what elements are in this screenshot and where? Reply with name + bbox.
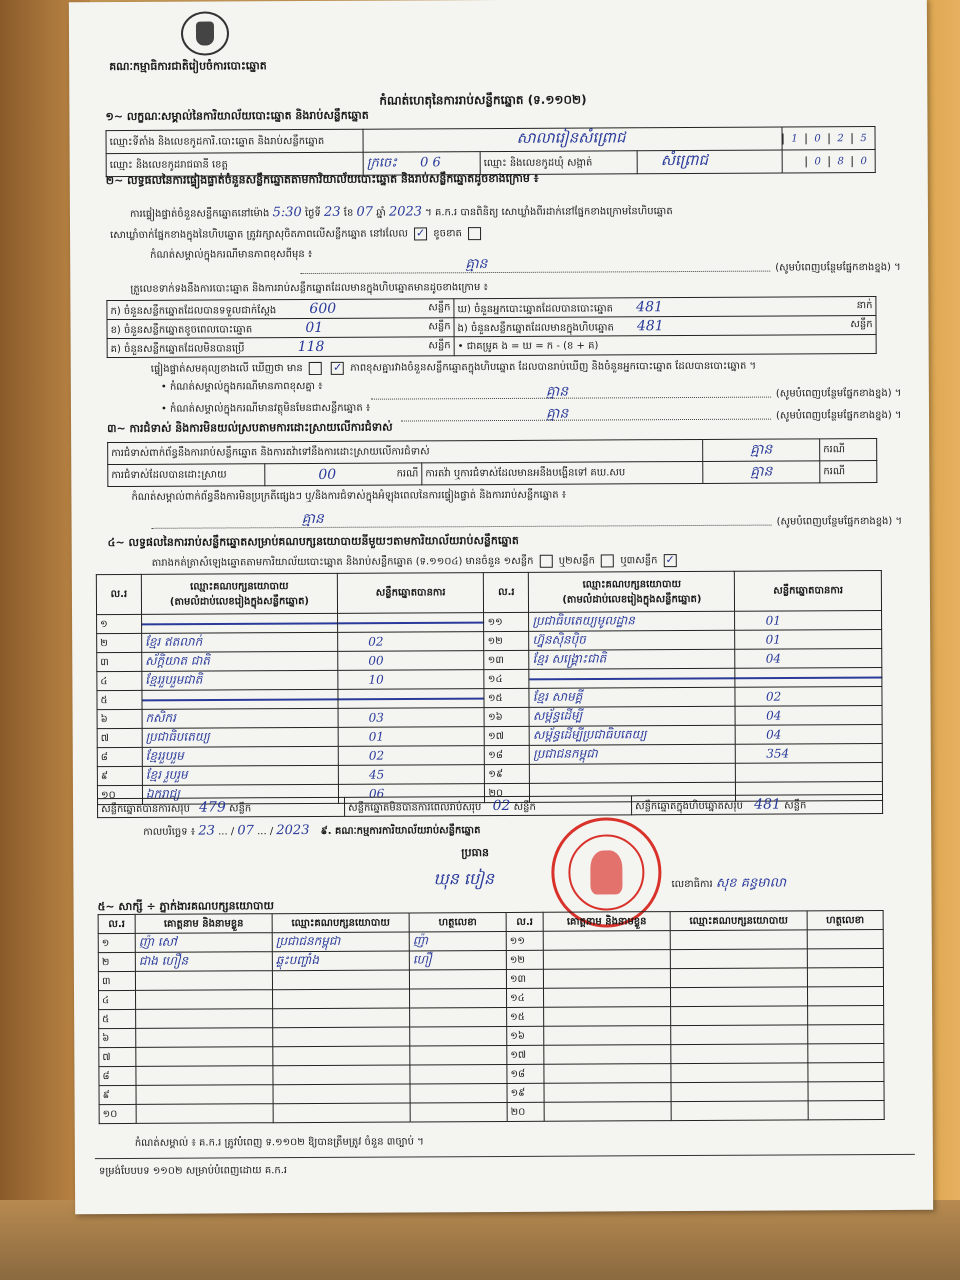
row-no: ១៨: [485, 745, 530, 764]
party-votes: 02: [338, 746, 485, 766]
objection-row1-unit: ករណី: [820, 439, 877, 461]
section5-title: ៥~ សាក្សី ÷ ភ្នាក់ងារគណបក្សនយោបាយ: [97, 899, 275, 914]
count-in-box: ង) ចំនួនសន្លឹកឆ្នោតដែលមានក្នុងហិបឆ្នោត 481 សន្លឹក: [454, 316, 876, 337]
witness-signature: [410, 1064, 507, 1084]
witness-signature: [807, 987, 883, 1006]
section3-title: ៣~ ការជំទាស់ និងការមិនយល់ស្របតាមការដោះស្រាយលើការជំទាស់: [107, 420, 393, 436]
row-no: ៣: [97, 652, 142, 671]
row-no: ២០: [485, 783, 530, 802]
check-has-checkbox[interactable]: [309, 361, 322, 374]
note2-value: គ្មាន: [545, 383, 569, 400]
signoff-date: កាលបរិច្ឆេទ ៖ 23 ... / 07 ... / 2023 ៩. គណៈកម្មការការិយាល័យរាប់សន្លឹកឆ្នោត: [143, 823, 481, 839]
form-sheet: [69, 0, 933, 1214]
party-name: ខ្មែររួបរួម: [142, 746, 338, 766]
objection-row2b-value: គ្មាន: [703, 461, 820, 484]
party-name: កសិករ: [142, 708, 338, 728]
row-no: ១៤: [484, 669, 529, 688]
section3-note-label: កំណត់សម្គាល់ពាក់ព័ន្ធនឹងការមិនប្រក្រតីផ្សេងៗ ឬ/និងការជំទាស់ក្នុងអំឡុងពេលនៃការផ្ទៀងផ្ទាត់ និងការរាប់សន្លឹកឆ្នោត ៖: [131, 489, 567, 503]
row-no: ១៦: [485, 707, 530, 726]
witness-signature: [409, 969, 506, 989]
row-no: ១១: [484, 612, 529, 631]
total-box: សន្លឹកឆ្នោតក្នុងហិបឆ្នោតសរុប 481 សន្លឹក: [631, 795, 882, 815]
witness-name: [136, 990, 273, 1010]
witness-name: [544, 988, 671, 1008]
party-name: ប្រជាធិបតេយ្យ: [142, 727, 338, 747]
check-difference-checkbox[interactable]: ✓: [332, 360, 343, 374]
witness-no: ១៣: [506, 969, 543, 988]
col-votes-right: សន្លឹកឆ្នោតបានការ: [735, 571, 882, 612]
witness-no: ១០: [99, 1104, 136, 1123]
province-value: ក្រចេះ 0 6: [363, 152, 480, 176]
witness-no: ១៤: [507, 988, 544, 1007]
witness-no: ១: [98, 933, 135, 952]
witness-no: ១៦: [507, 1026, 544, 1045]
witness-no: ៣: [98, 971, 135, 990]
party-name: សម្ព័ន្ធដើម្បីប្រជាធិបតេយ្យ: [529, 725, 735, 745]
witness-name: [136, 1047, 273, 1067]
witness-name: [136, 1028, 273, 1048]
witness-party: [273, 1084, 410, 1104]
party-name: ប្រជាធិបតេយ្យមូលដ្ឋាន: [529, 611, 735, 631]
witness-party: [670, 930, 807, 950]
witness-name: [136, 1066, 273, 1086]
witness-no: ១៥: [507, 1007, 544, 1026]
party-votes: [735, 668, 882, 688]
party-votes: [338, 613, 485, 633]
witness-name: [543, 969, 670, 989]
w-col-party-left: ឈ្មោះគណបក្សនយោបាយ: [272, 913, 409, 933]
witness-party: [670, 968, 807, 988]
section3-note-value: គ្មាន: [301, 510, 324, 528]
party-name: ខ្មែរ រួបរួម: [142, 765, 338, 785]
witness-party: [671, 1044, 808, 1064]
witness-signature: ហឿ: [409, 950, 506, 970]
w-col-sign-right: ហត្ថលេខា: [807, 911, 883, 930]
witness-signature: [808, 1063, 884, 1082]
seal-line: សោឃ្លាំចាក់ផ្នែកខាងក្នុងនៃហិបឆ្នោត ត្រូវរក្សាសុចិតភាពលើសន្លឹកឆ្នោត នៅរលែល ✓ ខូចខាត: [110, 226, 484, 243]
witness-party: [273, 1046, 410, 1066]
totals-table: [97, 794, 883, 818]
count-unused: គ) ចំនួនសន្លឹកឆ្នោតដែលមិនបានប្រើ 118 សន្លឹក: [107, 337, 454, 358]
party-votes: [338, 689, 485, 709]
counts-table: [106, 296, 876, 358]
witness-name: [136, 1104, 273, 1124]
note2-label: • កំណត់សម្គាល់ក្នុងករណីមានភាពខុសគ្នា ៖: [160, 380, 323, 393]
witness-no: ១៧: [507, 1045, 544, 1064]
chair-label: ប្រធាន: [461, 846, 490, 860]
witness-no: ១៩: [507, 1083, 544, 1102]
witness-party: [273, 1065, 410, 1085]
witness-signature: [808, 1082, 884, 1101]
w-col-no-right: ល.រ: [506, 912, 543, 931]
witness-signature: [410, 1083, 507, 1103]
station-code: 1 0 2 5: [782, 127, 875, 150]
party-votes: 354: [736, 744, 883, 764]
witness-signature: [410, 988, 507, 1008]
witness-signature: [410, 1102, 507, 1122]
note1-label: កំណត់សម្គាល់ក្នុងករណីមានភាពខុសពីមុន ៖: [150, 248, 313, 261]
row-no: ៧: [97, 728, 142, 747]
witness-signature: [410, 1007, 507, 1027]
note1-hint: (សូមបំពេញបន្ថែមផ្នែកខាងខ្នង) ។: [775, 261, 901, 274]
witness-name: [544, 1026, 671, 1046]
witness-signature: [807, 930, 883, 949]
party-name: [141, 613, 337, 633]
total-valid: សន្លឹកឆ្នោតបានការសរុប 479 សន្លឹក: [98, 797, 345, 817]
witness-signature: [807, 949, 883, 968]
party-votes: 04: [736, 725, 883, 745]
objection-row1-label: ការជំទាស់ពាក់ព័ន្ធនឹងការរាប់សន្លឹកឆ្នោត និងការតវ៉ាទៅនឹងការដោះស្រាយលើការជំទាស់: [108, 439, 703, 464]
row-no: ១២: [484, 631, 529, 650]
row-no: ១៣: [484, 650, 529, 669]
party-name: ហ្វ៊ុនស៊ិនប៉ិច: [529, 630, 735, 650]
commune-code: 0 8 0: [782, 150, 875, 173]
witness-signature: [808, 1025, 884, 1044]
witness-no: ៦: [99, 1028, 136, 1047]
witness-party: [670, 949, 807, 969]
col-party-left: ឈ្មោះគណបក្សនយោបាយ (តាមលំដាប់លេខរៀងក្នុងសន្លឹកឆ្នោត): [141, 573, 337, 614]
section5-footnote: កំណត់សម្គាល់ ៖ គ.ក.រ ត្រូវបំពេញ ទ.១១០២ ឱ្យបានត្រឹមត្រូវ ចំនួន ៣ច្បាប់ ។: [134, 1136, 424, 1149]
count-voters: ឃ) ចំនួនអ្នកបោះឆ្នោតដែលបានបោះឆ្នោត 481 នាក់: [454, 297, 876, 318]
party-votes: 02: [338, 632, 485, 652]
witness-party: [671, 1101, 808, 1121]
party-votes: 00: [338, 651, 485, 671]
form-footer: ទម្រង់បែបបទ ១១០២ សម្រាប់បំពេញដោយ គ.ក.រ: [98, 1165, 288, 1178]
section4-title: ៤~ លទ្ធផលនៃការរាប់សន្លឹកឆ្នោតសម្រាប់គណបក្សនយោបាយនីមួយៗតាមការិយាល័យរាប់សន្លឹកឆ្នោត: [107, 533, 519, 550]
witness-party: [272, 970, 409, 990]
col-no-left: ល.រ: [96, 574, 141, 614]
section1-table: [106, 126, 876, 177]
witness-party: [273, 1103, 410, 1123]
party-votes: 06: [338, 784, 485, 804]
results-body: [97, 611, 883, 805]
note3-value: គ្មាន: [545, 405, 569, 422]
witness-party: [671, 987, 808, 1007]
witness-signature: [410, 1026, 507, 1046]
witness-no: ៥: [99, 1009, 136, 1028]
secretary-line: លេខាធិការ សុខ គន្ធមាលា: [671, 875, 787, 891]
witness-no: ៩: [99, 1085, 136, 1104]
station-name-label: ឈ្មោះទីតាំង និងលេខកូដការិ.បោះឆ្នោត និងរាប់សន្លឹកឆ្នោត: [106, 129, 363, 153]
objection-row2b-unit: ករណី: [820, 461, 877, 483]
objections-table: [107, 438, 877, 487]
party-name: ខ្មែរ សង្គ្រោះជាតិ: [529, 649, 735, 669]
row-no: ៩: [97, 766, 142, 785]
row-no: ៦: [97, 709, 142, 728]
party-name: ប្រជាជនកម្ពុជា: [530, 744, 736, 764]
row-no: ១៧: [485, 726, 530, 745]
emblem-logo: [181, 11, 229, 55]
commune-label: ឈ្មោះ និងលេខកូដឃុំ សង្កាត់: [480, 151, 637, 175]
party-name: [529, 668, 735, 688]
party-name: សម្ព័ន្ធដើម្បី: [529, 706, 735, 726]
party-name: [142, 689, 338, 709]
party-votes: 10: [338, 670, 485, 690]
witness-no: ១១: [506, 931, 543, 950]
witness-no: ៤: [99, 990, 136, 1009]
w-col-party-right: ឈ្មោះគណបក្សនយោបាយ: [670, 911, 807, 931]
witness-no: ៨: [99, 1066, 136, 1085]
witness-no: ១២: [506, 950, 543, 969]
seal-intact-checkbox[interactable]: ✓: [415, 225, 426, 239]
row-no: ២: [97, 633, 142, 652]
witness-no: ២០: [507, 1102, 544, 1121]
objection-row1-value: គ្មាន: [703, 439, 820, 462]
witness-name: [136, 1085, 273, 1105]
row-no: ១០: [97, 785, 142, 804]
party-votes: [736, 763, 883, 783]
witness-no: ១៨: [507, 1064, 544, 1083]
witness-party: [273, 989, 410, 1009]
witness-name: [543, 931, 670, 951]
party-name: ឯករាជ្យ: [142, 784, 338, 804]
section4-intro: តារាងកត់ត្រាសំឡេងឆ្នោតតាមការិយាល័យបោះឆ្នោត និងរាប់សន្លឹកឆ្នោត (ទ.១១០៤) មានចំនួន ១សន្លឹក ឬ២សន្លឹក ឬ៣សន្លឹក ✓: [151, 552, 675, 569]
witness-name: [544, 1064, 671, 1084]
witness-name: [544, 1045, 671, 1065]
w-col-name-right: គោត្តនាម និងនាមខ្លួន: [543, 912, 670, 932]
party-votes: 04: [735, 649, 882, 669]
row-no: ៤: [97, 671, 142, 690]
witness-party: [273, 1008, 410, 1028]
witness-name: [136, 1009, 273, 1029]
witness-name: ញ៉ា សៅ: [135, 933, 272, 953]
chair-signature: ឃុន បៀន: [433, 869, 495, 889]
witness-row: [99, 1101, 884, 1124]
witness-name: [544, 1007, 671, 1027]
witness-signature: [808, 1044, 884, 1063]
two-sheet-checkbox[interactable]: [601, 554, 614, 567]
note2-hint: (សូមបំពេញបន្ថែមផ្នែកខាងខ្នង) ។: [775, 387, 902, 400]
witness-name: ជាង ហឿន: [135, 952, 272, 972]
witness-name: [543, 950, 670, 970]
party-name: ខ្មែរ ឥតលាក់: [142, 632, 338, 652]
col-votes-left: សន្លឹកឆ្នោតបានការ: [337, 573, 484, 614]
party-name: ខ្មែររួបរួមជាតិ: [142, 670, 338, 690]
witness-party: ប្រជាជនកម្ពុជា: [272, 932, 409, 952]
row-no: ១៩: [485, 764, 530, 783]
witness-signature: [808, 1006, 884, 1025]
objection-row2-label: ការជំទាស់ដែលបានដោះស្រាយ: [108, 464, 265, 487]
party-votes: 04: [735, 706, 882, 726]
party-votes: 45: [338, 765, 485, 785]
verify-line: ការផ្ទៀងផ្ទាត់ចំនួនសន្លឹកឆ្នោតនៅម៉ោង 5:30 ថ្ងៃទី 23 ខែ 07 ឆ្នាំ 2023 ។ គ.ក.រ បានពិនិត្យ សោឃ្លាំងពីរដាក់នៅផ្នែកខាងក្រោមនៃហិបឆ្នោត: [129, 204, 673, 221]
witness-name: [544, 1102, 671, 1122]
witness-signature: [808, 1101, 884, 1120]
party-name: [530, 763, 736, 783]
note1-value: គ្មាន: [465, 256, 488, 273]
w-col-no-left: ល.រ: [98, 914, 135, 933]
row-no: ៨: [97, 747, 142, 766]
three-sheet-checkbox[interactable]: ✓: [665, 552, 675, 566]
form-title: កំណត់ហេតុនៃការរាប់សន្លឹកឆ្នោត (ទ.១១០២): [379, 92, 587, 108]
witness-party: [671, 1025, 808, 1045]
witness-party: [671, 1006, 808, 1026]
col-party-right: ឈ្មោះគណបក្សនយោបាយ (តាមលំដាប់លេខរៀងក្នុងសន្លឹកឆ្នោត): [529, 571, 735, 612]
section2-title: ២~ លទ្ធផលនៃការផ្ទៀងផ្ទាត់ចំនួនសន្លឹកឆ្នោតតាមការិយាល័យបោះឆ្នោត និងរាប់សន្លឹកឆ្នោតដូចខាងក្រោម ៖: [105, 171, 539, 188]
party-votes: 02: [735, 687, 882, 707]
party-votes: 01: [338, 727, 485, 747]
witness-party: [671, 1063, 808, 1083]
witness-body: [98, 930, 884, 1124]
witness-signature: ញ៉ា: [409, 931, 506, 951]
note3-label: • កំណត់សម្គាល់ក្នុងករណីមានវត្ថុមិនមែនជាសន្លឹកឆ្នោត ៖: [160, 402, 371, 415]
total-invalid: សន្លឹកឆ្នោតមិនបានការពេលរាប់សរុប 02 សន្លឹក: [344, 796, 631, 817]
objection-row2-value: 00 ករណី: [265, 463, 422, 486]
row-no: ៥: [97, 690, 142, 709]
commission-name: គណៈកម្មាធិការជាតិរៀបចំការបោះឆ្នោត: [109, 59, 267, 74]
count-formula: • ជាគម្រូគ ង = ឃ = ក - (ខ + គ): [454, 335, 876, 356]
witness-signature: [410, 1045, 507, 1065]
witness-party: [671, 1082, 808, 1102]
objection-row2b-label: ការតវ៉ា ឬការជំទាស់ដែលមានអនឹងបង្ហើនទៅ គឃ.សប: [422, 461, 703, 484]
station-name-value: សាលារៀនសំព្រោជ: [363, 127, 782, 152]
party-votes: 01: [735, 630, 882, 650]
party-name: ស័ក្តិយាត ជាតិ: [142, 651, 338, 671]
w-col-name-left: គោត្តនាម និងនាមខ្លួន: [135, 914, 272, 934]
witness-name: [135, 971, 272, 991]
commune-value: សំព្រោជ: [637, 150, 782, 174]
count-spoiled: ខ) ចំនួនសន្លឹកឆ្នោតខូចពេលបោះឆ្នោត 01 សន្លឹក: [107, 318, 454, 339]
party-votes: 01: [735, 611, 882, 631]
party-name: ខ្មែរ សាមគ្គី: [529, 687, 735, 707]
witness-name: [544, 1083, 671, 1103]
results-table: [96, 570, 883, 805]
section3-hint: (សូមបំពេញបន្ថែមផ្នែកខាងខ្នង) ។: [776, 515, 903, 528]
province-label: ឈ្មោះ និងលេខកូដរាជធានី ខេត្ត: [106, 152, 363, 176]
count-received: ក) ចំនួនសន្លឹកឆ្នោតដែលបានទទួលជាក់ស្តែង 600 សន្លឹក: [107, 299, 454, 320]
row-no: ១៥: [484, 688, 529, 707]
row-no: ១: [97, 614, 142, 633]
witness-signature: [807, 968, 883, 987]
party-votes: 03: [338, 708, 485, 728]
witness-no: ៧: [99, 1047, 136, 1066]
section1-title: ១~ លក្ខណៈសម្គាល់នៃការិយាល័យបោះឆ្នោត និងរាប់សន្លឹកឆ្នោត: [105, 108, 369, 124]
one-sheet-checkbox[interactable]: [540, 554, 553, 567]
w-col-sign-left: ហត្ថលេខា: [409, 912, 506, 932]
witness-party: ឆ្លុះបញ្ចាំង: [272, 951, 409, 971]
numbers-intro: ត្រួលេខទាក់ទងនឹងការបោះឆ្នោត និងការរាប់សន្លឹកឆ្នោតដែលមានក្នុងហិបឆ្នោតមានដូចខាងក្រោម ៖: [130, 282, 488, 295]
witness-no: ២: [98, 952, 135, 971]
witness-party: [273, 1027, 410, 1047]
seal-broken-checkbox[interactable]: [468, 227, 481, 240]
col-no-right: ល.រ: [484, 572, 529, 612]
check-line: ផ្ទៀងផ្ទាត់សមតុល្យខាងលើ ឃើញថា មាន ✓ ភាពខុសគ្នារវាងចំនួនសន្លឹកឆ្នោតក្នុងហិបឆ្នោត ដែលបានរាប់ឃើញ និងចំនួនអ្នកបោះឆ្នោត ដែលបានបោះឆ្នោត ។: [150, 360, 757, 375]
witness-table: [98, 910, 885, 1124]
note3-hint: (សូមបំពេញបន្ថែមផ្នែកខាងខ្នង) ។: [775, 409, 902, 422]
